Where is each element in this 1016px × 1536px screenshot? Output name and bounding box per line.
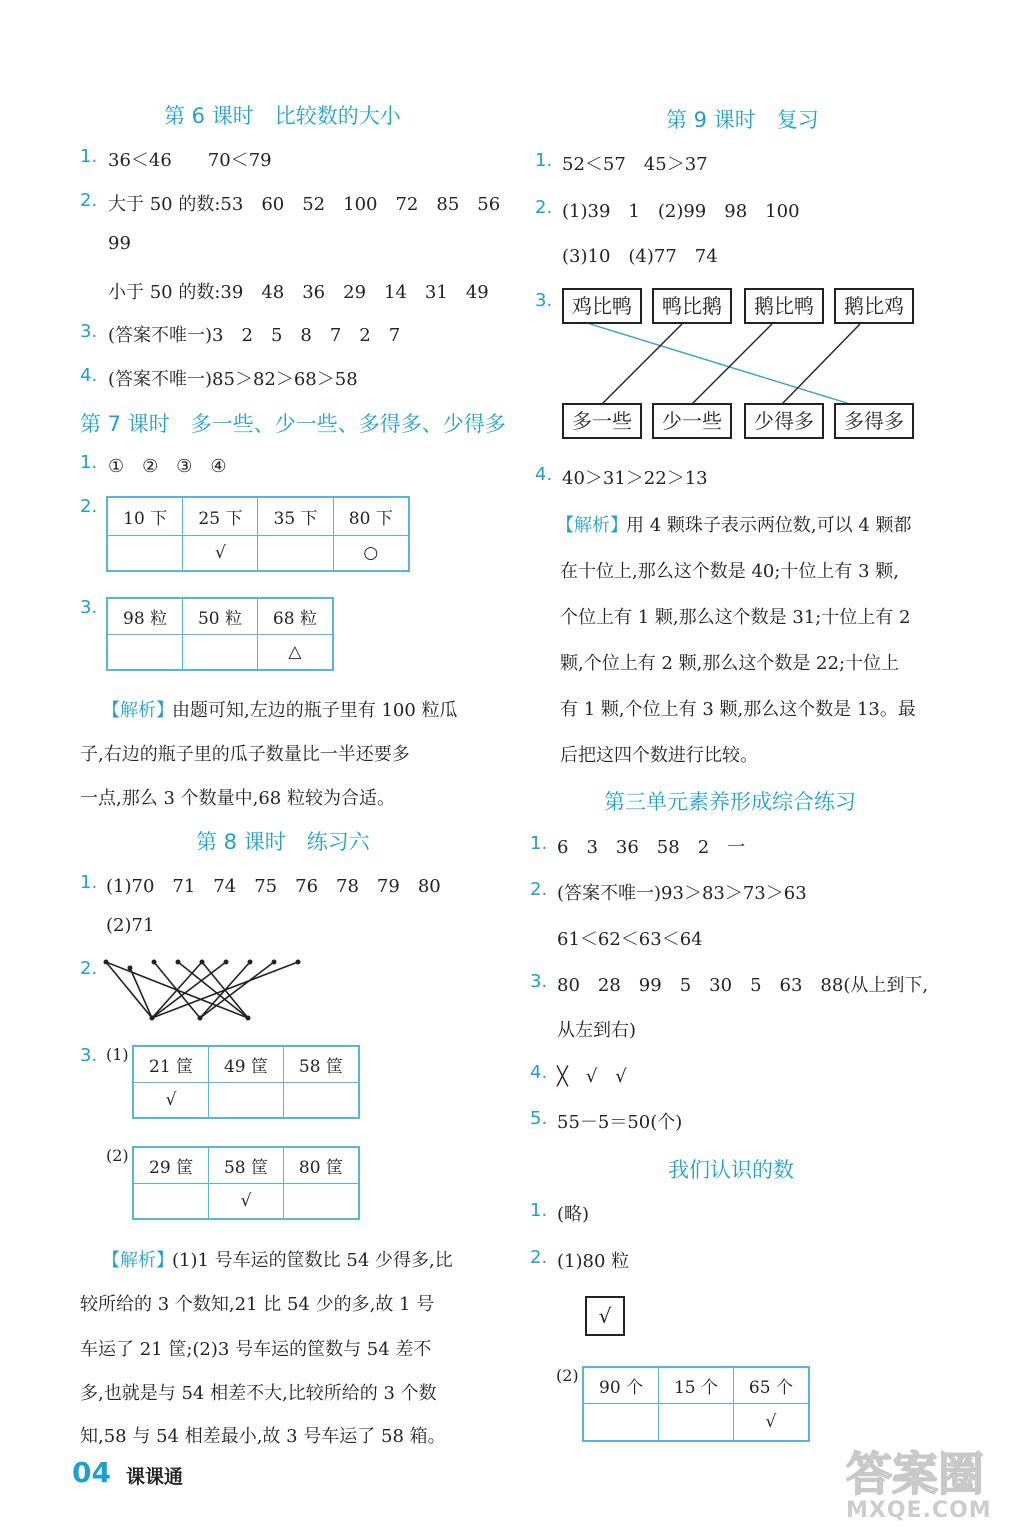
analysis-text: 由题可知,左边的瓶子里有 100 粒瓜 xyxy=(172,700,458,721)
analysis-text: 颗,个位上有 2 颗,那么这个数是 22;十位上 xyxy=(560,653,900,674)
lesson8-heading: 第 8 课时 练习六 xyxy=(196,830,370,854)
q-number: 4. xyxy=(535,464,553,485)
q-number: 3. xyxy=(530,971,548,992)
matching-diagram xyxy=(100,950,310,1030)
analysis-text: 子,右边的瓶子里的瓜子数量比一半还要多 xyxy=(80,744,410,765)
table-cell: △ xyxy=(257,634,333,670)
answer-line: 36＜46 70＜79 xyxy=(108,150,272,171)
analysis-tag: 【解析】 xyxy=(102,700,174,721)
answer-table-w2 xyxy=(582,1366,810,1442)
sub-label: (1) xyxy=(106,1045,129,1064)
q-number: 1. xyxy=(80,452,98,473)
q-number: 1. xyxy=(80,872,98,893)
table-cell xyxy=(583,1403,659,1441)
answer-line: ① ② ③ ④ xyxy=(108,456,227,477)
analysis-text: (1)1 号车运的筐数比 54 少得多,比 xyxy=(172,1250,453,1271)
lesson7-heading: 第 7 课时 多一些、少一些、多得多、少得多 xyxy=(80,412,506,436)
table-header: 65 个 xyxy=(733,1367,809,1403)
q-number: 2. xyxy=(80,496,98,517)
table-header: 49 筐 xyxy=(209,1046,284,1082)
answer-line: (略) xyxy=(557,1204,590,1225)
q-number: 1. xyxy=(530,833,548,854)
analysis-text: 有 1 颗,个位上有 3 颗,那么这个数是 13。最 xyxy=(560,699,916,720)
answer-line: (1)39 1 (2)99 98 100 xyxy=(562,201,800,222)
table-cell xyxy=(659,1403,734,1441)
table-cell: √ xyxy=(733,1403,809,1441)
sub-label: (2) xyxy=(556,1366,579,1385)
q-number: 1. xyxy=(80,146,98,167)
table-cell xyxy=(258,535,333,571)
sub-label: (2) xyxy=(106,1146,129,1165)
numbers-heading: 我们认识的数 xyxy=(668,1158,794,1182)
table-header: 90 个 xyxy=(583,1367,659,1403)
book-brand: 课课通 xyxy=(126,1466,184,1488)
answer-line: 大于 50 的数:53 60 52 100 72 85 56 xyxy=(108,194,501,215)
table-header: 58 筐 xyxy=(209,1147,284,1183)
answer-line: (3)10 (4)77 74 xyxy=(562,246,718,267)
q-number: 4. xyxy=(530,1062,548,1083)
answer-table-8-3-2 xyxy=(132,1146,360,1220)
table-cell xyxy=(133,1183,209,1219)
answer-line: 小于 50 的数:39 48 36 29 14 31 49 xyxy=(108,282,489,303)
answer-line: 61＜62＜63＜64 xyxy=(557,929,703,950)
q-number: 3. xyxy=(80,597,98,618)
answer-line: 99 xyxy=(108,233,131,254)
q-number: 3. xyxy=(80,321,98,342)
watermark-url: MXQE.COM xyxy=(846,1498,992,1523)
word-box-bottom: 少一些 xyxy=(652,403,732,439)
analysis-tag: 【解析】 xyxy=(102,1250,174,1271)
analysis-text: 较所给的 3 个数知,21 比 54 少的多,故 1 号 xyxy=(80,1294,435,1315)
q-number: 4. xyxy=(80,365,98,386)
table-cell xyxy=(283,1082,359,1118)
answer-table-7-3 xyxy=(106,597,334,671)
table-header: 25 下 xyxy=(183,497,258,535)
answer-line: 52＜57 45＞37 xyxy=(562,154,708,175)
answer-table-7-2 xyxy=(106,496,410,572)
table-header: 80 下 xyxy=(333,497,409,535)
table-header: 21 筐 xyxy=(133,1046,209,1082)
q-number: 5. xyxy=(530,1108,548,1129)
table-cell xyxy=(209,1082,284,1118)
answer-line: (答案不唯一)3 2 5 8 7 2 7 xyxy=(108,325,401,346)
table-cell xyxy=(107,535,183,571)
table-cell: √ xyxy=(133,1082,209,1118)
word-box-bottom: 少得多 xyxy=(744,403,824,439)
table-header: 98 粒 xyxy=(107,598,183,634)
analysis-text: 车运了 21 筐;(2)3 号车运的筐数与 54 差不 xyxy=(80,1339,432,1360)
word-box-bottom: 多一些 xyxy=(562,403,642,439)
table-header: 35 下 xyxy=(258,497,333,535)
q-number: 2. xyxy=(535,197,553,218)
q-number: 1. xyxy=(535,150,553,171)
answer-line: (答案不唯一)93＞83＞73＞63 xyxy=(557,883,807,904)
word-box-top: 鸡比鸭 xyxy=(562,288,642,324)
q-number: 3. xyxy=(535,290,553,311)
table-cell: √ xyxy=(209,1183,284,1219)
table-header: 58 筐 xyxy=(283,1046,359,1082)
q-number: 2. xyxy=(530,879,548,900)
answer-line: 40＞31＞22＞13 xyxy=(562,468,708,489)
answer-line: (答案不唯一)85＞82＞68＞58 xyxy=(108,369,358,390)
word-box-bottom: 多得多 xyxy=(834,403,914,439)
analysis-text: 一点,那么 3 个数量中,68 粒较为合适。 xyxy=(80,788,395,809)
page-number: 04 xyxy=(72,1456,111,1489)
answer-line: 80 28 99 5 30 5 63 88(从上到下, xyxy=(557,975,929,996)
table-cell xyxy=(283,1183,359,1219)
answer-table-8-3-1 xyxy=(132,1045,360,1119)
table-cell: ○ xyxy=(333,535,409,571)
analysis-text: 后把这四个数进行比较。 xyxy=(560,745,758,766)
answer-line: (1)80 粒 xyxy=(557,1251,630,1272)
analysis-text: 多,也就是与 54 相差不大,比较所给的 3 个数 xyxy=(80,1383,437,1404)
analysis-text: 用 4 颗珠子表示两位数,可以 4 颗都 xyxy=(626,515,912,536)
table-cell xyxy=(107,634,183,670)
word-box-top: 鸭比鹅 xyxy=(652,288,732,324)
answer-line: 6 3 36 58 2 一 xyxy=(557,837,746,858)
answer-line: 55－5＝50(个) xyxy=(557,1112,683,1133)
answer-line: (1)70 71 74 75 76 78 79 80 xyxy=(106,876,441,897)
table-header: 29 筐 xyxy=(133,1147,209,1183)
table-header: 15 个 xyxy=(659,1367,734,1403)
analysis-text: 个位上有 1 颗,那么这个数是 31;十位上有 2 xyxy=(560,607,911,628)
word-box-top: 鹅比鸡 xyxy=(834,288,914,324)
answer-line: (2)71 xyxy=(106,915,155,936)
q-number: 2. xyxy=(530,1247,548,1268)
table-header: 10 下 xyxy=(107,497,183,535)
q-number: 2. xyxy=(80,958,98,979)
watermark-logo: 答案圈 xyxy=(846,1447,984,1501)
lesson9-heading: 第 9 课时 复习 xyxy=(666,108,819,132)
check-box: √ xyxy=(585,1296,625,1336)
q-number: 2. xyxy=(80,190,98,211)
table-header: 80 筐 xyxy=(283,1147,359,1183)
analysis-tag: 【解析】 xyxy=(556,515,628,536)
lesson6-heading: 第 6 课时 比较数的大小 xyxy=(164,104,401,128)
answer-line: 从左到右) xyxy=(557,1020,637,1041)
analysis-text: 在十位上,那么这个数是 40;十位上有 3 颗, xyxy=(560,561,900,582)
word-box-top: 鹅比鸭 xyxy=(744,288,824,324)
table-header: 50 粒 xyxy=(183,598,258,634)
q-number: 1. xyxy=(530,1200,548,1221)
answer-line: ╳ √ √ xyxy=(557,1066,627,1087)
table-cell xyxy=(183,634,258,670)
table-cell: √ xyxy=(183,535,258,571)
table-header: 68 粒 xyxy=(257,598,333,634)
analysis-text: 知,58 与 54 相差最小,故 3 号车运了 58 箱。 xyxy=(80,1426,446,1447)
unit3-heading: 第三单元素养形成综合练习 xyxy=(604,790,856,814)
q-number: 3. xyxy=(80,1045,98,1066)
